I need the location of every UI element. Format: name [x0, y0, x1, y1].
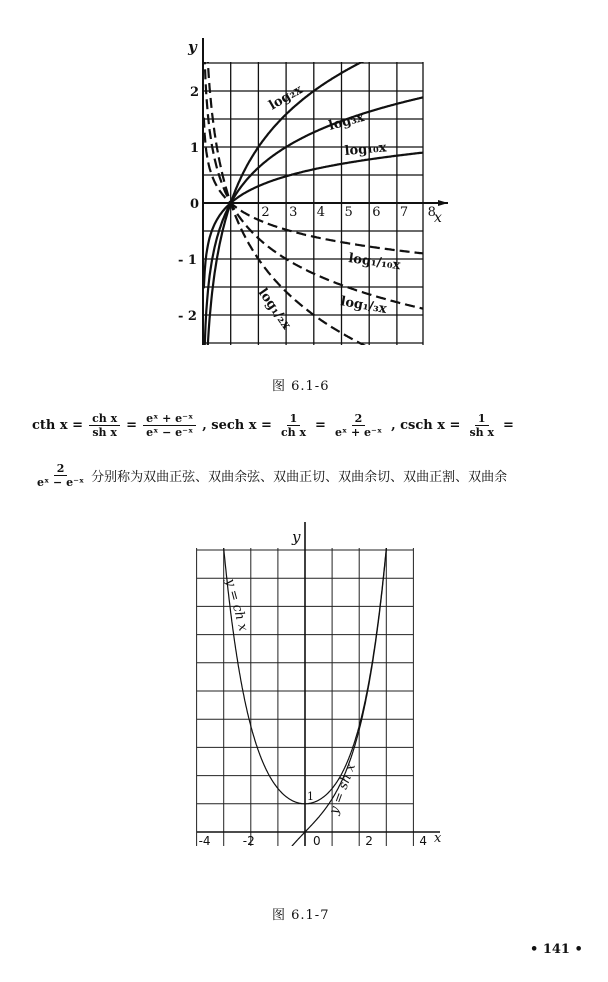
x-axis-label: x — [434, 831, 442, 846]
cth-label: cth x = — [32, 418, 84, 433]
x-tick-label: 7 — [399, 205, 409, 220]
series-label: log₁/₃x — [339, 294, 388, 318]
x-tick-label: 2 — [261, 205, 270, 220]
equals: = — [315, 418, 326, 433]
x-tick-label: 8 — [427, 205, 436, 220]
denominator: eˣ + e⁻ˣ — [334, 426, 383, 439]
y-tick-label: 2 — [190, 85, 200, 100]
page-number: • 141 • — [530, 942, 583, 957]
y-axis-label: y — [188, 38, 197, 56]
equals: = — [503, 418, 514, 433]
series-label-sh: y = sh x — [326, 761, 359, 817]
series-label: log₁/₂x — [254, 285, 294, 333]
y-tick-label: 1 — [307, 789, 314, 803]
x-tick-label: 4 — [316, 205, 326, 220]
y-tick-label: - 1 — [178, 253, 197, 268]
body-sentence: 分别称为双曲正弦、双曲余弦、双曲正切、双曲余切、双曲正割、双曲余 — [91, 470, 508, 485]
series-label: log₁₀x — [344, 140, 388, 159]
denominator: sh x — [469, 426, 495, 439]
y-tick-label: - 2 — [178, 309, 197, 324]
x-tick-label: 6 — [372, 205, 381, 220]
denominator: ch x — [280, 426, 307, 439]
series-label: log₁/₁₀x — [347, 251, 402, 274]
y-tick-label: 0 — [190, 197, 200, 212]
numerator: 2 — [54, 462, 68, 476]
denominator: eˣ − e⁻ˣ — [37, 476, 85, 489]
numerator: eˣ + e⁻ˣ — [143, 412, 196, 426]
x-axis-label: x — [434, 210, 442, 226]
figure-6-1-6-caption: 图 6.1-6 — [272, 379, 330, 394]
y-tick-label: 1 — [190, 141, 200, 156]
sech-label: , sech x = — [202, 418, 272, 433]
x-tick-label: 3 — [289, 205, 298, 220]
numerator: 1 — [475, 412, 489, 426]
denominator: eˣ − e⁻ˣ — [146, 426, 194, 439]
denominator: sh x — [92, 426, 117, 439]
series-label: log₃x — [327, 110, 366, 134]
figure-6-1-7-caption: 图 6.1-7 — [272, 908, 330, 923]
x-tick-label: 4 — [419, 834, 428, 848]
x-tick-label: 2 — [365, 834, 373, 848]
x-tick-label: 0 — [313, 834, 321, 848]
x-tick-label: 5 — [344, 205, 353, 220]
csch-label: , csch x = — [391, 418, 461, 433]
numerator: 2 — [352, 412, 366, 426]
x-tick-label: -4 — [198, 834, 211, 848]
y-axis-label: y — [292, 528, 301, 546]
numerator: 1 — [287, 412, 301, 426]
numerator: ch x — [89, 412, 120, 426]
series-label-ch: y = ch x — [222, 577, 251, 633]
equals: = — [126, 418, 138, 433]
x-tick-label: -2 — [242, 834, 255, 848]
series-label: log₂x — [266, 82, 306, 114]
